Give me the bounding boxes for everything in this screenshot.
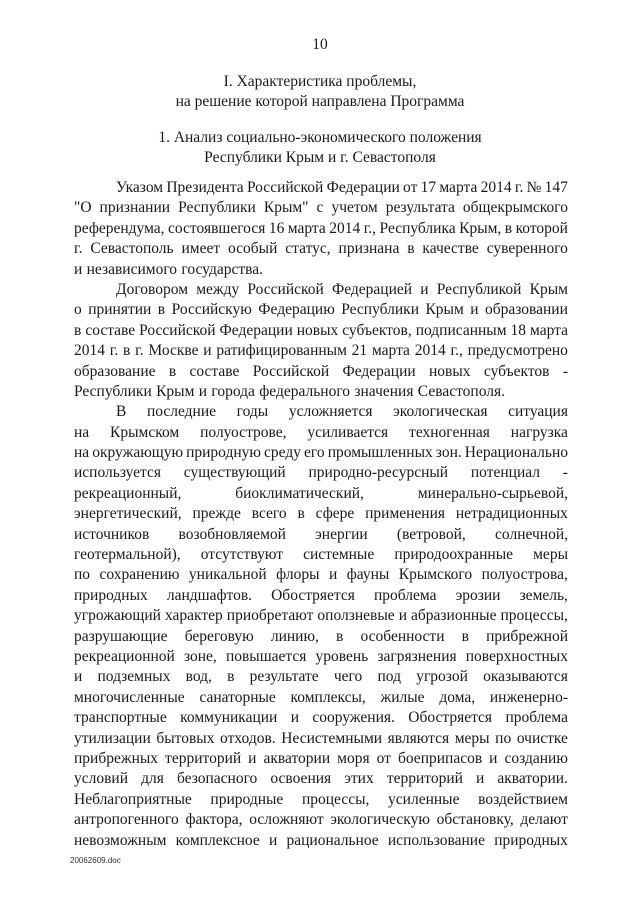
word: моря <box>337 749 370 767</box>
word: земель, <box>519 586 568 604</box>
word: Российской <box>139 321 216 339</box>
word: марта <box>371 342 410 360</box>
section-heading-line: I. Характеристика проблемы, <box>223 73 417 90</box>
word: меры <box>533 546 568 564</box>
word: сфере <box>315 505 355 523</box>
word: качестве <box>422 240 479 258</box>
word: промышленных <box>327 444 433 462</box>
word: очистке <box>516 729 568 747</box>
word: г. <box>514 179 524 196</box>
word: 18 <box>510 321 527 339</box>
word: на <box>74 444 90 462</box>
body-line <box>74 321 568 341</box>
word: в <box>123 342 131 360</box>
word: потенциал <box>470 464 540 482</box>
word: уникальной <box>188 566 267 584</box>
body-line <box>74 178 568 198</box>
word: новых <box>296 321 339 339</box>
word: в <box>168 362 177 380</box>
body-line <box>74 708 568 728</box>
word: рациональное <box>286 831 379 849</box>
word: и <box>290 709 300 727</box>
word: годы <box>236 403 269 421</box>
body-line <box>74 525 568 545</box>
word: его <box>304 444 325 462</box>
word: новых <box>429 362 471 380</box>
word: разрушающие <box>74 627 168 645</box>
word: источников <box>74 525 150 543</box>
word: прибрежных <box>74 749 159 767</box>
body-line <box>74 729 568 749</box>
word: которой <box>515 219 568 237</box>
body-line <box>74 606 568 626</box>
word: безопасного <box>176 770 258 788</box>
word: ландшафтов. <box>166 586 253 604</box>
word: в <box>461 627 469 645</box>
word: энергетический, <box>74 505 182 523</box>
word: являются <box>387 729 450 747</box>
word: предусмотрено <box>467 342 568 360</box>
word: экологическую <box>330 811 430 829</box>
word: (ветровой, <box>396 525 466 543</box>
word: природоохранные <box>394 546 514 564</box>
word: Крым <box>529 280 568 298</box>
word: на <box>74 423 90 441</box>
word: территорий <box>386 770 463 788</box>
word: в <box>157 301 166 319</box>
word: окружающую <box>92 444 184 462</box>
word: процессы, <box>301 790 370 808</box>
word: особенности <box>360 627 445 645</box>
word: результата <box>385 199 455 217</box>
word: о <box>74 301 82 319</box>
word: Президента <box>166 179 244 196</box>
body-line <box>74 423 568 443</box>
word: Федерацию <box>258 301 335 319</box>
word: системные <box>303 546 375 564</box>
body-line <box>74 219 568 239</box>
word: имеет <box>181 240 221 258</box>
word: прежде <box>192 505 241 523</box>
word: вод, <box>185 668 212 686</box>
word: Несистемными <box>281 729 383 747</box>
word: принятии <box>88 301 152 319</box>
word: и <box>248 749 257 767</box>
word: в <box>297 505 305 523</box>
word: Указом <box>116 179 164 196</box>
body-line <box>74 443 568 463</box>
word: делают <box>520 811 568 829</box>
word: и <box>470 301 479 319</box>
word: между <box>196 280 240 298</box>
word: осложняют <box>249 811 324 829</box>
word: инженерно- <box>489 688 568 706</box>
body-text <box>74 178 568 851</box>
word: экологическая <box>393 403 488 421</box>
word: поверхностных <box>465 647 568 665</box>
word: повышается <box>225 647 307 665</box>
word: Российской <box>247 280 324 298</box>
word: усложняется <box>288 403 373 421</box>
word: марта <box>287 219 326 237</box>
word: применения <box>365 505 446 523</box>
word: Крым <box>156 382 195 400</box>
word: Федерации <box>342 362 416 380</box>
word: и <box>198 382 208 400</box>
word: природно-ресурсный <box>308 464 449 482</box>
word: береговую <box>184 627 254 645</box>
body-line <box>74 484 568 504</box>
word: условий <box>74 770 129 788</box>
word: последние <box>146 403 217 421</box>
word: подписанным <box>415 321 507 339</box>
body-line <box>74 810 568 830</box>
word: г., <box>450 342 463 360</box>
section-heading <box>0 72 640 112</box>
word: использование <box>387 831 485 849</box>
word: признании <box>99 199 171 217</box>
word: от <box>403 179 418 196</box>
subsection-heading-line: 1. Анализ социально-экономического положения <box>158 129 482 146</box>
word: отсутствуют <box>200 546 284 564</box>
word: акватории <box>263 749 331 767</box>
word: Крым <box>425 301 464 319</box>
word: рекреационной <box>74 647 175 665</box>
word: сооружения. <box>312 709 395 727</box>
word: - <box>562 362 568 380</box>
word: зон. <box>435 444 462 462</box>
body-line <box>74 382 568 402</box>
body-line <box>74 239 568 259</box>
word: среду <box>264 444 301 462</box>
word: территорий <box>165 749 242 767</box>
word: природных <box>494 831 568 849</box>
word: Федерации <box>219 321 293 339</box>
word: всего <box>251 505 287 523</box>
word: Республики <box>74 382 152 400</box>
word: и <box>328 566 338 584</box>
body-line <box>74 688 568 708</box>
word: по <box>74 566 91 584</box>
word: значения <box>354 382 414 400</box>
word: воздействием <box>478 790 568 808</box>
body-line <box>74 463 568 483</box>
word: 16 <box>268 219 285 237</box>
body-line <box>74 300 568 320</box>
word: и <box>74 668 83 686</box>
word: меры <box>454 729 490 747</box>
word: 2014 <box>414 342 446 360</box>
word: Договором <box>116 280 189 298</box>
word: с <box>316 199 324 217</box>
word: составе <box>85 321 136 339</box>
word: абразионные <box>411 607 497 625</box>
word: 2014 <box>480 179 512 196</box>
body-line <box>74 627 568 647</box>
body-line <box>74 280 568 300</box>
word: субъектов <box>483 362 550 380</box>
word: Севастополя. <box>417 382 505 400</box>
word: ситуация <box>508 403 568 421</box>
word: усиливается <box>307 423 389 441</box>
word: существующий <box>183 464 286 482</box>
word: солнечной, <box>495 525 568 543</box>
word: суверенного <box>486 240 568 258</box>
word: составе <box>189 362 240 380</box>
word: и <box>420 280 429 298</box>
word: в <box>336 627 344 645</box>
word: Республикой <box>436 280 522 298</box>
word: прибрежной <box>486 627 568 645</box>
word: оползневые <box>317 607 395 625</box>
word: многочисленные <box>74 688 185 706</box>
word: Республики <box>178 199 256 217</box>
word: референдума, <box>74 219 165 237</box>
word: Москве <box>148 342 199 360</box>
word: Республика <box>379 219 456 237</box>
word: признана <box>338 240 400 258</box>
word: эрозии <box>455 586 501 604</box>
word: по <box>495 729 512 747</box>
word: возобновляемой <box>178 525 286 543</box>
word: города <box>211 382 255 400</box>
word: Нерационально <box>464 444 568 462</box>
body-line <box>74 565 568 585</box>
word: используется <box>74 464 162 482</box>
section-heading-line: на решение которой направлена Программа <box>175 93 465 110</box>
body-line <box>74 362 568 382</box>
subsection-heading-line: Республики Крым и г. Севастополя <box>204 149 436 166</box>
body-line <box>74 647 568 667</box>
word: Российской <box>246 179 324 196</box>
word: природные <box>210 790 284 808</box>
word: природных <box>74 586 148 604</box>
word: угрожающий <box>74 607 161 625</box>
word: и <box>476 770 485 788</box>
word: и <box>398 607 407 625</box>
word: дома, <box>439 688 476 706</box>
word: оказываются <box>483 668 568 686</box>
subsection-heading <box>0 128 640 168</box>
word: результате <box>249 668 319 686</box>
word: невозможным <box>74 831 167 849</box>
word: этих <box>344 770 374 788</box>
word: от <box>376 749 391 767</box>
body-line <box>74 667 568 687</box>
body-line <box>74 769 568 789</box>
word: уровень <box>315 647 369 665</box>
word: 147 <box>544 179 568 196</box>
word: под <box>377 668 401 686</box>
word: субъектов, <box>342 321 412 339</box>
body-line <box>74 831 568 851</box>
word: Российскую <box>171 301 252 319</box>
word: марта <box>439 179 478 196</box>
word: независимого <box>86 260 178 278</box>
word: г. <box>135 342 144 360</box>
word: Российской <box>252 362 330 380</box>
word: рекреационный, <box>74 484 182 502</box>
word: и <box>74 260 83 278</box>
file-name-footer: 20062609.doc <box>70 856 121 865</box>
word: 21 <box>351 342 368 360</box>
body-line <box>74 341 568 361</box>
word: г. <box>74 240 83 258</box>
word: боеприпасов <box>397 749 483 767</box>
word: в <box>74 321 82 339</box>
word: полуострова, <box>481 566 568 584</box>
word: № <box>526 179 542 196</box>
body-line <box>74 586 568 606</box>
word: зоне, <box>183 647 217 665</box>
word: - <box>562 464 568 482</box>
word: Обостряется <box>408 709 493 727</box>
word: Крымском <box>110 423 180 441</box>
word: процессы, <box>500 607 568 625</box>
word: загрязнения <box>377 647 457 665</box>
word: флоры <box>276 566 320 584</box>
word: комплексное <box>175 831 260 849</box>
word: Севастополь <box>90 240 174 258</box>
word: Крым, <box>459 219 502 237</box>
word: и <box>203 342 212 360</box>
body-line <box>74 749 568 769</box>
word: биоклиматический, <box>235 484 364 502</box>
word: Крымского <box>398 566 473 584</box>
word: образование <box>74 362 156 380</box>
word: г., <box>363 219 377 237</box>
word: фауны <box>346 566 390 584</box>
word: Федерации <box>326 179 400 196</box>
word: для <box>141 770 164 788</box>
word: угрозой <box>416 668 468 686</box>
word: комплексы, <box>290 688 366 706</box>
word: полуострове, <box>200 423 287 441</box>
word: в <box>407 240 415 258</box>
word: антропогенного <box>74 811 179 829</box>
word: нетрадиционных <box>455 505 568 523</box>
word: состоявшегося <box>168 219 266 237</box>
word: усиленные <box>388 790 460 808</box>
word: фактора, <box>185 811 243 829</box>
word: освоения <box>270 770 332 788</box>
word: Крым" <box>263 199 309 217</box>
word: 2014 <box>329 219 361 237</box>
word: 2014 <box>74 342 105 360</box>
word: жилые <box>380 688 425 706</box>
word: бытовых <box>156 729 215 747</box>
word: и <box>268 831 278 849</box>
word: энергии <box>315 525 368 543</box>
word: подземных <box>97 668 171 686</box>
body-line <box>74 198 568 218</box>
word: техногенная <box>409 423 490 441</box>
word: утилизации <box>74 729 151 747</box>
word: особый <box>228 240 278 258</box>
word: коммуникации <box>180 709 278 727</box>
word: чего <box>333 668 363 686</box>
page-number: 10 <box>312 36 328 53</box>
word: образовании <box>484 301 568 319</box>
word: характер <box>164 607 223 625</box>
word: природную <box>186 444 261 462</box>
word: марта <box>530 321 568 339</box>
word: в <box>227 668 235 686</box>
word: линию, <box>270 627 319 645</box>
word: учетом <box>331 199 378 217</box>
word: государства. <box>181 260 263 278</box>
word: г. <box>109 342 119 360</box>
word: 17 <box>420 179 437 196</box>
word: и <box>489 749 498 767</box>
word: геотермальной), <box>74 546 181 564</box>
word: "О <box>74 199 92 217</box>
word: Федерацией <box>331 280 413 298</box>
word: Обостряется <box>271 586 355 604</box>
word: ратифицированным <box>216 342 347 360</box>
word: в <box>504 219 513 237</box>
word: отходов. <box>220 729 276 747</box>
word: созданию <box>504 749 568 767</box>
word: статус, <box>285 240 331 258</box>
word: общекрымского <box>462 199 568 217</box>
body-line <box>74 545 568 565</box>
word: минерально-сырьевой, <box>417 484 568 502</box>
word: Неблагоприятные <box>74 790 192 808</box>
word: сохранению <box>99 566 180 584</box>
word: федерального <box>259 382 351 400</box>
word: приобретают <box>226 607 314 625</box>
body-line <box>74 260 568 280</box>
word: транспортные <box>74 709 167 727</box>
body-line <box>74 504 568 524</box>
word: акватории. <box>497 770 568 788</box>
word: обстановку, <box>436 811 514 829</box>
word: проблема <box>374 586 437 604</box>
body-line <box>74 402 568 422</box>
word: санаторные <box>199 688 276 706</box>
word: нагрузка <box>510 423 568 441</box>
word: Республики <box>341 301 419 319</box>
word: В <box>116 403 127 421</box>
word: проблема <box>505 709 568 727</box>
body-line <box>74 790 568 810</box>
